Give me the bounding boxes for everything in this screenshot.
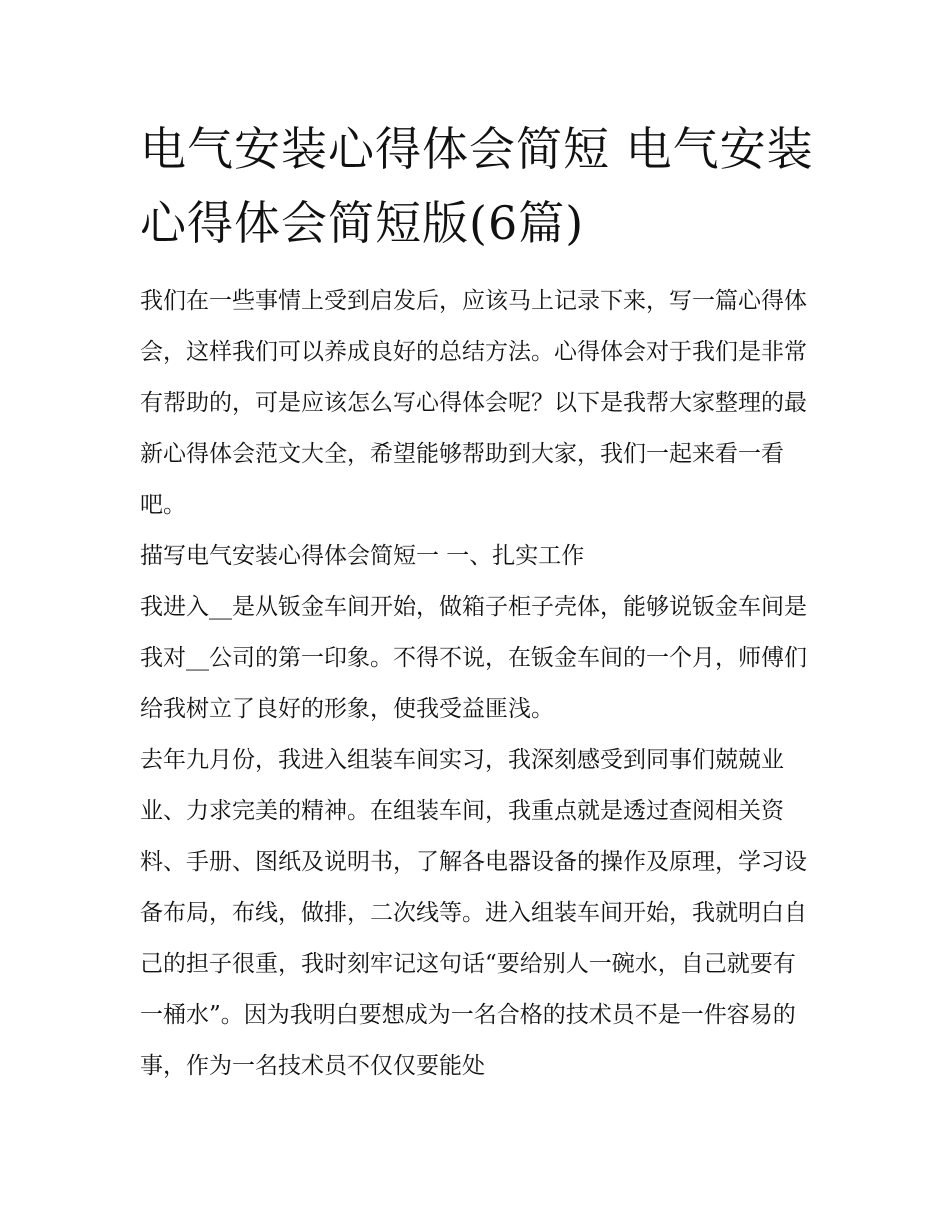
- paragraph-intro: 我们在一些事情上受到启发后，应该马上记录下来，写一篇心得体会，这样我们可以养成良好的总结方法。心得体会对于我们是非常有帮助的，可是应该怎么写心得体会呢？以下是我帮大家整理的最新心得体会范文大全，希望能够帮助到大家，我们一起来看一看吧。: [140, 288, 807, 518]
- paragraph-sheet-metal: 我进入__是从钣金车间开始，做箱子柜子壳体，能够说钣金车间是我对__公司的第一印象。不得不说，在钣金车间的一个月，师傅们给我树立了良好的形象，使我受益匪浅。: [140, 594, 807, 722]
- section-heading: 描写电气安装心得体会简短一 一、扎实工作: [140, 543, 585, 569]
- document-body: [140, 276, 816, 1092]
- paragraph-assembly: 去年九月份，我进入组装车间实习，我深刻感受到同事们兢兢业业、力求完美的精神。在组装车间，我重点就是透过查阅相关资料、手册、图纸及说明书，了解各电器设备的操作及原理，学习设备布局，布线，做排，二次线等。进入组装车间开始，我就明白自己的担子很重，我时刻牢记这句话“要给别人一碗水，自己就要有一桶水”。因为我明白要想成为一名合格的技术员不是一件容易的事，作为一名技术员不仅仅要能处: [140, 747, 807, 1079]
- document-title: 电气安装心得体会简短 电气安装心得体会简短版(6篇): [140, 122, 814, 250]
